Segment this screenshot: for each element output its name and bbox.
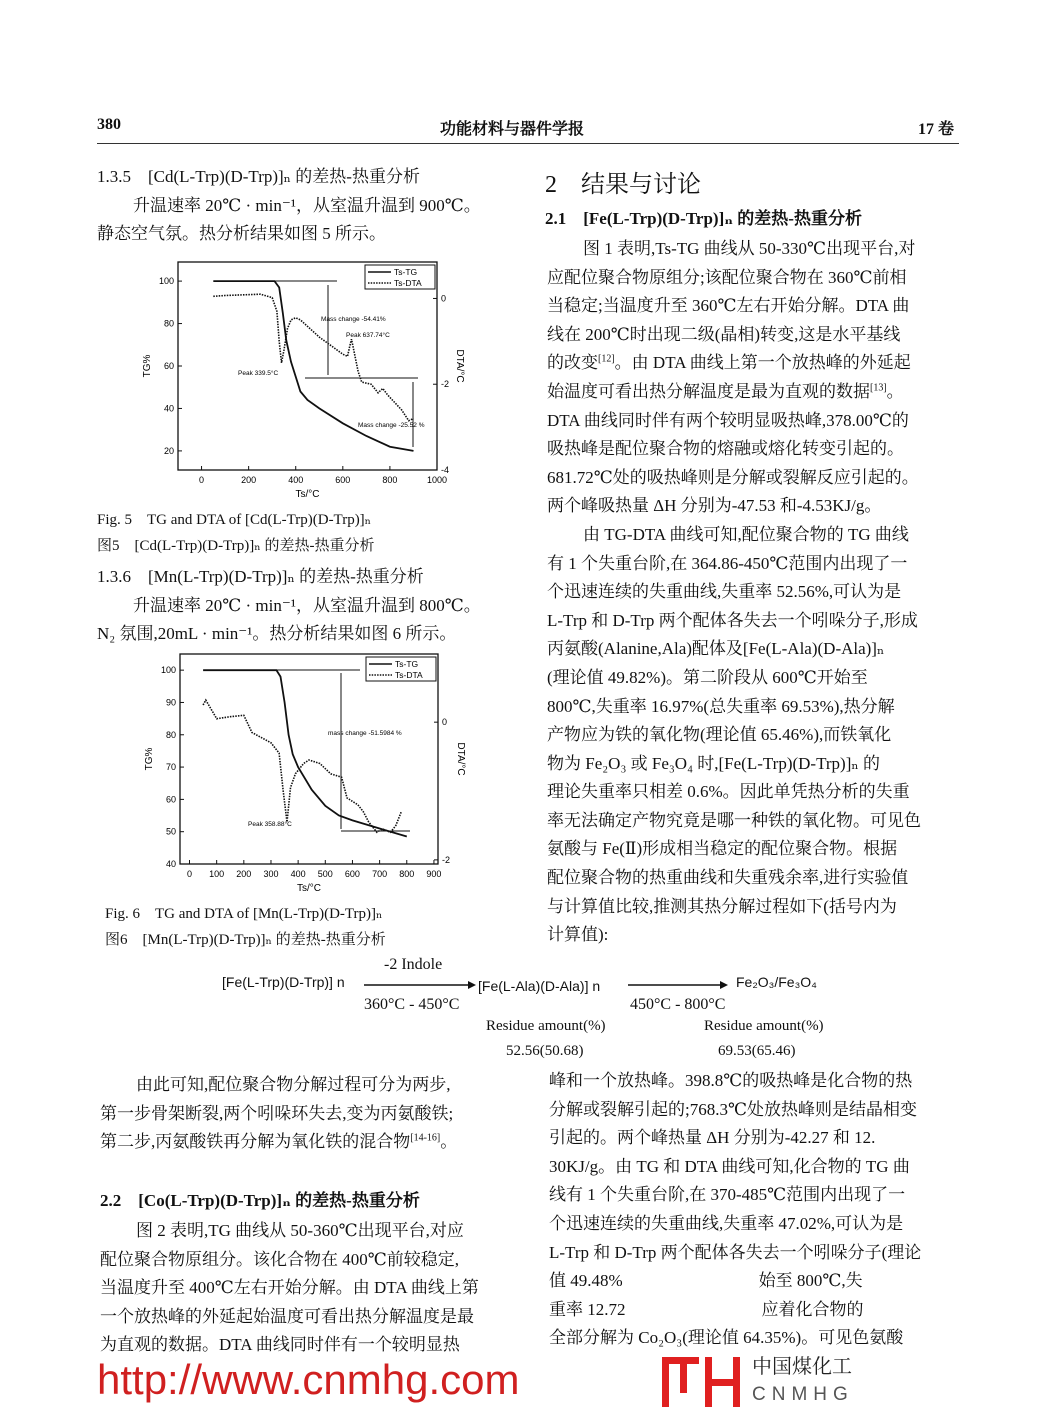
text-line <box>549 1153 921 1182</box>
text-line <box>547 492 921 521</box>
x-tick-label: 400 <box>288 475 304 485</box>
legend-label: Ts-DTA <box>395 670 423 680</box>
y-right-tick-label: -2 <box>442 854 451 865</box>
text-line-content: 引起的。两个峰热量 ΔH 分别为-42.27 和 12. <box>549 1128 876 1148</box>
text-line-content: 个迅速连续的失重曲线,失重率 47.02%,可认为是 <box>549 1213 904 1233</box>
annotation-text: Peak 637.74°C <box>346 332 390 339</box>
y-right-tick-label: 0 <box>441 293 447 304</box>
text-line <box>100 1246 479 1275</box>
x-tick-label: 100 <box>209 869 225 879</box>
figure-6-chart <box>130 651 470 899</box>
text-line <box>549 1324 921 1353</box>
y-right-tick-label: -4 <box>441 465 450 475</box>
y-tick-label: 40 <box>165 859 176 869</box>
annotation-text: Mass change -25.52 % <box>358 422 425 429</box>
text-line <box>547 378 921 407</box>
text-line-content: 应配位聚合物原组分;该配位聚合物在 360℃前相 <box>547 267 907 287</box>
y-tick-label: 80 <box>163 318 174 329</box>
text-line-content: 始温度可看出热分解温度是最为直观的数据 <box>547 381 870 401</box>
citation-ref: [13] <box>870 382 887 394</box>
citation-ref: [12] <box>598 353 615 365</box>
volume-label: 17 卷 <box>918 121 955 138</box>
text-line-content: 681.72℃处的吸热峰则是分解或裂解反应引起的。 <box>547 467 919 487</box>
text-line-content: 。由 DTA 曲线上第一个放热峰的外延起 <box>614 353 911 373</box>
text-line <box>547 235 921 264</box>
x-tick-label: 800 <box>399 869 415 879</box>
text-line-content: 全部分解为 Co₂O₃(理论值 64.35%)。可见色氨酸 <box>549 1328 904 1348</box>
subsection-2-1-title: 2.1 [Fe(L-Trp)(D-Trp)]ₙ 的差热-热重分析 <box>545 209 862 228</box>
x-tick-label: 0 <box>199 475 205 485</box>
scheme-step1-temp: 360°C - 450°C <box>364 996 460 1013</box>
series-line-ts-dta <box>203 700 401 832</box>
text-line-content: 1.3.5 [Cd(L-Trp)(D-Trp)]ₙ 的差热-热重分析 <box>97 167 420 186</box>
text-line-content: 的改变 <box>547 353 598 373</box>
scheme-step2-temp: 450°C - 800°C <box>630 996 726 1013</box>
plot-frame <box>178 262 437 470</box>
figure-5-caption-zh: 图5 [Cd(L-Trp)(D-Trp)]ₙ 的差热-热重分析 <box>97 538 375 554</box>
y-right-tick-label: -2 <box>441 379 450 390</box>
y-tick-label: 20 <box>163 445 174 456</box>
y-tick-label: 60 <box>163 361 174 371</box>
x-tick-label: 800 <box>382 475 398 485</box>
text-line <box>100 1217 479 1246</box>
subsection-2-2-title: 2.2 [Co(L-Trp)(D-Trp)]ₙ 的差热-热重分析 <box>100 1191 420 1210</box>
text-line <box>97 563 481 592</box>
text-line-content: 氨酸与 Fe(Ⅱ)形成相当稳定的配位聚合物。根据 <box>547 839 898 859</box>
text-line <box>97 192 481 221</box>
logo-mark-icon <box>660 1355 744 1409</box>
text-line-content: 线有 1 个失重台阶,在 370-485℃范围内出现了一 <box>549 1185 906 1205</box>
text-line <box>547 321 921 350</box>
text-line <box>97 592 481 621</box>
residue-label-1: Residue amount(%) <box>486 1018 606 1034</box>
figure-5-caption <box>97 507 374 559</box>
text-line <box>100 1128 457 1157</box>
figure-5-chart <box>130 255 470 505</box>
text-line <box>547 921 921 950</box>
residue-value-2: 69.53(65.46) <box>718 1043 796 1059</box>
section-2-2-body-continued <box>549 1067 921 1353</box>
arrow-icon <box>628 980 728 990</box>
x-tick-label: 400 <box>290 869 306 879</box>
text-line <box>549 1181 921 1210</box>
residue-value-1: 52.56(50.68) <box>506 1043 584 1059</box>
text-line <box>549 1096 921 1125</box>
logo-text-zh: 中国煤化工 <box>752 1356 852 1378</box>
y-right-axis-label: DTA/°C <box>455 742 466 776</box>
text-line-content: 第一步骨架断裂,两个吲哚环失去,变为丙氨酸铁; <box>100 1103 454 1123</box>
text-line-content: (理论值 49.82%)。第二阶段从 600℃开始至 <box>547 667 868 687</box>
x-tick-label: 200 <box>236 869 252 879</box>
text-line <box>547 464 921 493</box>
text-line <box>547 635 921 664</box>
text-line-content: 产物应为铁的氧化物(理论值 65.46%),而铁氧化 <box>547 725 892 745</box>
text-line-content: 丙氨酸(Alanine,Ala)配体及[Fe(L-Ala)(D-Ala)]ₙ <box>547 639 885 659</box>
scheme-reactant: [Fe(L-Trp)(D-Trp)] n <box>222 974 345 990</box>
y-tick-label: 40 <box>163 403 174 414</box>
text-line <box>97 163 481 192</box>
text-line-content: 图 2 表明,TG 曲线从 50-360℃出现平台,对应 <box>136 1221 464 1240</box>
text-line-content: 由 TG-DTA 曲线可知,配位聚合物的 TG 曲线 <box>583 524 909 544</box>
y-tick-label: 70 <box>165 762 176 773</box>
annotation-text: mass change -51.5984 % <box>328 730 402 737</box>
page-number: 380 <box>97 116 121 133</box>
x-tick-label: 900 <box>426 869 442 879</box>
y-right-tick-label: 0 <box>442 717 448 728</box>
annotation-text: Peak 339.5°C <box>238 370 279 377</box>
text-line-content: 峰和一个放热峰。398.8℃的吸热峰是化合物的热 <box>549 1071 913 1090</box>
y-tick-label: 50 <box>165 826 176 837</box>
text-line <box>100 1071 457 1100</box>
text-line <box>547 807 921 836</box>
text-line-content: 物为 Fe₂O₃ 或 Fe₃O₄ 时,[Fe(L-Trp)(D-Trp)]ₙ 的 <box>547 753 880 773</box>
text-line-content: 理论失重率只相差 0.6%。因此单凭热分析的失重 <box>547 782 910 802</box>
text-line <box>97 220 481 249</box>
text-line-content: L-Trp 和 D-Trp 两个配体各失去一个吲哚分子,形成 <box>547 610 918 630</box>
text-line <box>547 521 921 550</box>
legend-label: Ts-DTA <box>394 278 422 288</box>
legend-label: Ts-TG <box>395 659 419 669</box>
y-axis-label: TG% <box>142 354 153 378</box>
text-line <box>547 835 921 864</box>
text-line <box>549 1239 921 1268</box>
y-right-axis-label: DTA/°C <box>454 349 465 383</box>
text-line <box>547 864 921 893</box>
journal-title: 功能材料与器件学报 <box>440 121 585 138</box>
text-line <box>549 1210 921 1239</box>
x-tick-label: 500 <box>317 869 333 879</box>
text-line-content: 图 1 表明,Ts-TG 曲线从 50-330℃出现平台,对 <box>583 239 916 258</box>
logo-text-en: CNMHG <box>752 1384 854 1405</box>
text-line <box>547 607 921 636</box>
text-line-content: N₂ 氛围,20mL · min⁻¹。热分析结果如图 6 所示。 <box>97 624 457 644</box>
text-line-content: 当稳定;当温度升至 360℃左右开始分解。DTA 曲 <box>547 296 910 316</box>
section-2-1-body <box>547 235 921 950</box>
figure-6-caption-zh: 图6 [Mn(L-Trp)(D-Trp)]ₙ 的差热-热重分析 <box>105 932 386 948</box>
text-line-content: 升温速率 20℃ · min⁻¹，从室温升温到 900℃。 <box>133 195 481 215</box>
text-line-content: 升温速率 20℃ · min⁻¹，从室温升温到 800℃。 <box>133 595 481 615</box>
text-line-content: 静态空气氛。热分析结果如图 5 所示。 <box>97 224 386 244</box>
scheme-step1-reagent: -2 Indole <box>384 956 443 973</box>
x-tick-label: 700 <box>372 869 388 879</box>
text-line <box>547 578 921 607</box>
watermark: http://www.cnmhg.com <box>97 1356 520 1403</box>
text-line-content: 30KJ/g。由 TG 和 DTA 曲线可知,化合物的 TG 曲 <box>549 1156 910 1176</box>
text-line <box>100 1274 479 1303</box>
text-line-content: 两个峰吸热量 ΔH 分别为-47.53 和-4.53KJ/g。 <box>547 496 882 516</box>
plot-frame <box>180 654 438 864</box>
text-line-content: 配位聚合物的热重曲线和失重残余率,进行实验值 <box>547 868 909 888</box>
citation-ref: [14-16] <box>410 1132 441 1144</box>
text-line-content: 率无法确定产物究竟是哪一种铁的氧化物。可见色 <box>547 810 921 830</box>
text-line <box>547 664 921 693</box>
section-1-3-5 <box>97 163 481 249</box>
text-line-content: 。 <box>886 381 904 401</box>
x-tick-label: 300 <box>263 869 279 879</box>
text-line-content: 800℃,失重率 16.97%(总失重率 69.53%),热分解 <box>547 696 895 716</box>
y-tick-label: 80 <box>165 729 176 740</box>
text-line-content: 个迅速连续的失重曲线,失重率 52.56%,可认为是 <box>547 582 902 602</box>
text-line-content: 配位聚合物原组分。该化合物在 400℃前较稳定, <box>100 1249 460 1269</box>
figure-6-caption-en: Fig. 6 TG and DTA of [Mn(L-Trp)(D-Trp)]ₙ <box>105 906 383 922</box>
series-line-ts-tg <box>203 670 407 836</box>
residue-label-2: Residue amount(%) <box>704 1018 824 1034</box>
text-line <box>547 407 921 436</box>
x-tick-label: 0 <box>186 869 193 879</box>
text-line <box>547 349 921 378</box>
text-line <box>547 550 921 579</box>
text-line-content: 为直观的数据。DTA 曲线同时伴有一个较明显热 <box>100 1335 460 1355</box>
text-line-content: 计算值): <box>547 925 609 945</box>
text-line <box>100 1100 457 1129</box>
text-line-content: 吸热峰是配位聚合物的熔融或熔化转变引起的。 <box>547 439 904 459</box>
text-line-content: 重率 12.72 应着化合物的 <box>549 1299 864 1319</box>
y-tick-label: 60 <box>165 794 176 805</box>
text-line-content: 值 49.48% 始至 800℃,失 <box>549 1271 863 1291</box>
y-tick-label: 100 <box>158 276 174 287</box>
x-tick-label: 600 <box>335 475 351 485</box>
figure-5-caption-en: Fig. 5 TG and DTA of [Cd(L-Trp)(D-Trp)]ₙ <box>97 512 372 528</box>
text-line-content: 分解或裂解引起的;768.3℃处放热峰则是结晶相变 <box>549 1099 917 1119</box>
y-tick-label: 90 <box>165 697 176 708</box>
text-line-content: 1.3.6 [Mn(L-Trp)(D-Trp)]ₙ 的差热-热重分析 <box>97 567 424 586</box>
text-line-content: DTA 曲线同时伴有两个较明显吸热峰,378.00℃的 <box>547 410 909 430</box>
x-tick-label: 600 <box>344 869 360 879</box>
figure-6-caption <box>105 901 386 953</box>
annotation-text: Peak 358.88°C <box>248 821 292 828</box>
text-line-content: 由此可知,配位聚合物分解过程可分为两步, <box>136 1075 451 1094</box>
cnmhg-logo <box>660 1355 920 1409</box>
text-line-content: 线在 200℃时出现二级(晶相)转变,这是水平基线 <box>547 324 901 344</box>
text-line <box>100 1303 479 1332</box>
text-line <box>547 693 921 722</box>
arrow-icon <box>364 980 476 990</box>
text-line <box>547 750 921 779</box>
series-line-ts-dta <box>213 294 413 421</box>
text-line <box>547 778 921 807</box>
text-line-content: 有 1 个失重台阶,在 364.86-450℃范围内出现了一 <box>547 553 908 573</box>
text-line <box>549 1267 921 1296</box>
y-tick-label: 100 <box>160 665 176 676</box>
section-title: 2 结果与讨论 <box>545 172 701 198</box>
section-2-2-body <box>100 1217 479 1360</box>
text-line-content: 。 <box>440 1132 458 1152</box>
conclusion-paragraph <box>100 1071 457 1157</box>
x-tick-label: 1000 <box>426 475 448 485</box>
text-line <box>97 620 481 649</box>
text-line <box>547 435 921 464</box>
x-tick-label: 200 <box>241 475 257 485</box>
text-line <box>547 292 921 321</box>
legend-label: Ts-TG <box>394 267 418 277</box>
annotation-text: Mass change -54.41% <box>321 316 386 323</box>
x-axis-label: Ts/°C <box>295 489 320 500</box>
text-line <box>547 893 921 922</box>
x-axis-label: Ts/°C <box>297 883 321 894</box>
text-line-content: 当温度升至 400℃左右开始分解。由 DTA 曲线上第 <box>100 1278 479 1298</box>
header-rule <box>97 143 959 144</box>
text-line <box>547 264 921 293</box>
scheme-intermediate: [Fe(L-Ala)(D-Ala)] n <box>478 978 601 994</box>
text-line-content: 第二步,丙氨酸铁再分解为氧化铁的混合物 <box>100 1132 411 1152</box>
section-1-3-6 <box>97 563 481 649</box>
scheme-product: Fe₂O₃/Fe₃O₄ <box>736 974 817 990</box>
text-line <box>549 1067 921 1096</box>
text-line <box>547 721 921 750</box>
y-axis-label: TG% <box>144 747 155 771</box>
text-line <box>549 1124 921 1153</box>
text-line-content: 与计算值比较,推测其热分解过程如下(括号内为 <box>547 896 897 916</box>
text-line-content: 一个放热峰的外延起始温度可看出热分解温度是最 <box>100 1306 474 1326</box>
text-line <box>549 1296 921 1325</box>
text-line-content: L-Trp 和 D-Trp 两个配体各失去一个吲哚分子(理论 <box>549 1242 922 1262</box>
